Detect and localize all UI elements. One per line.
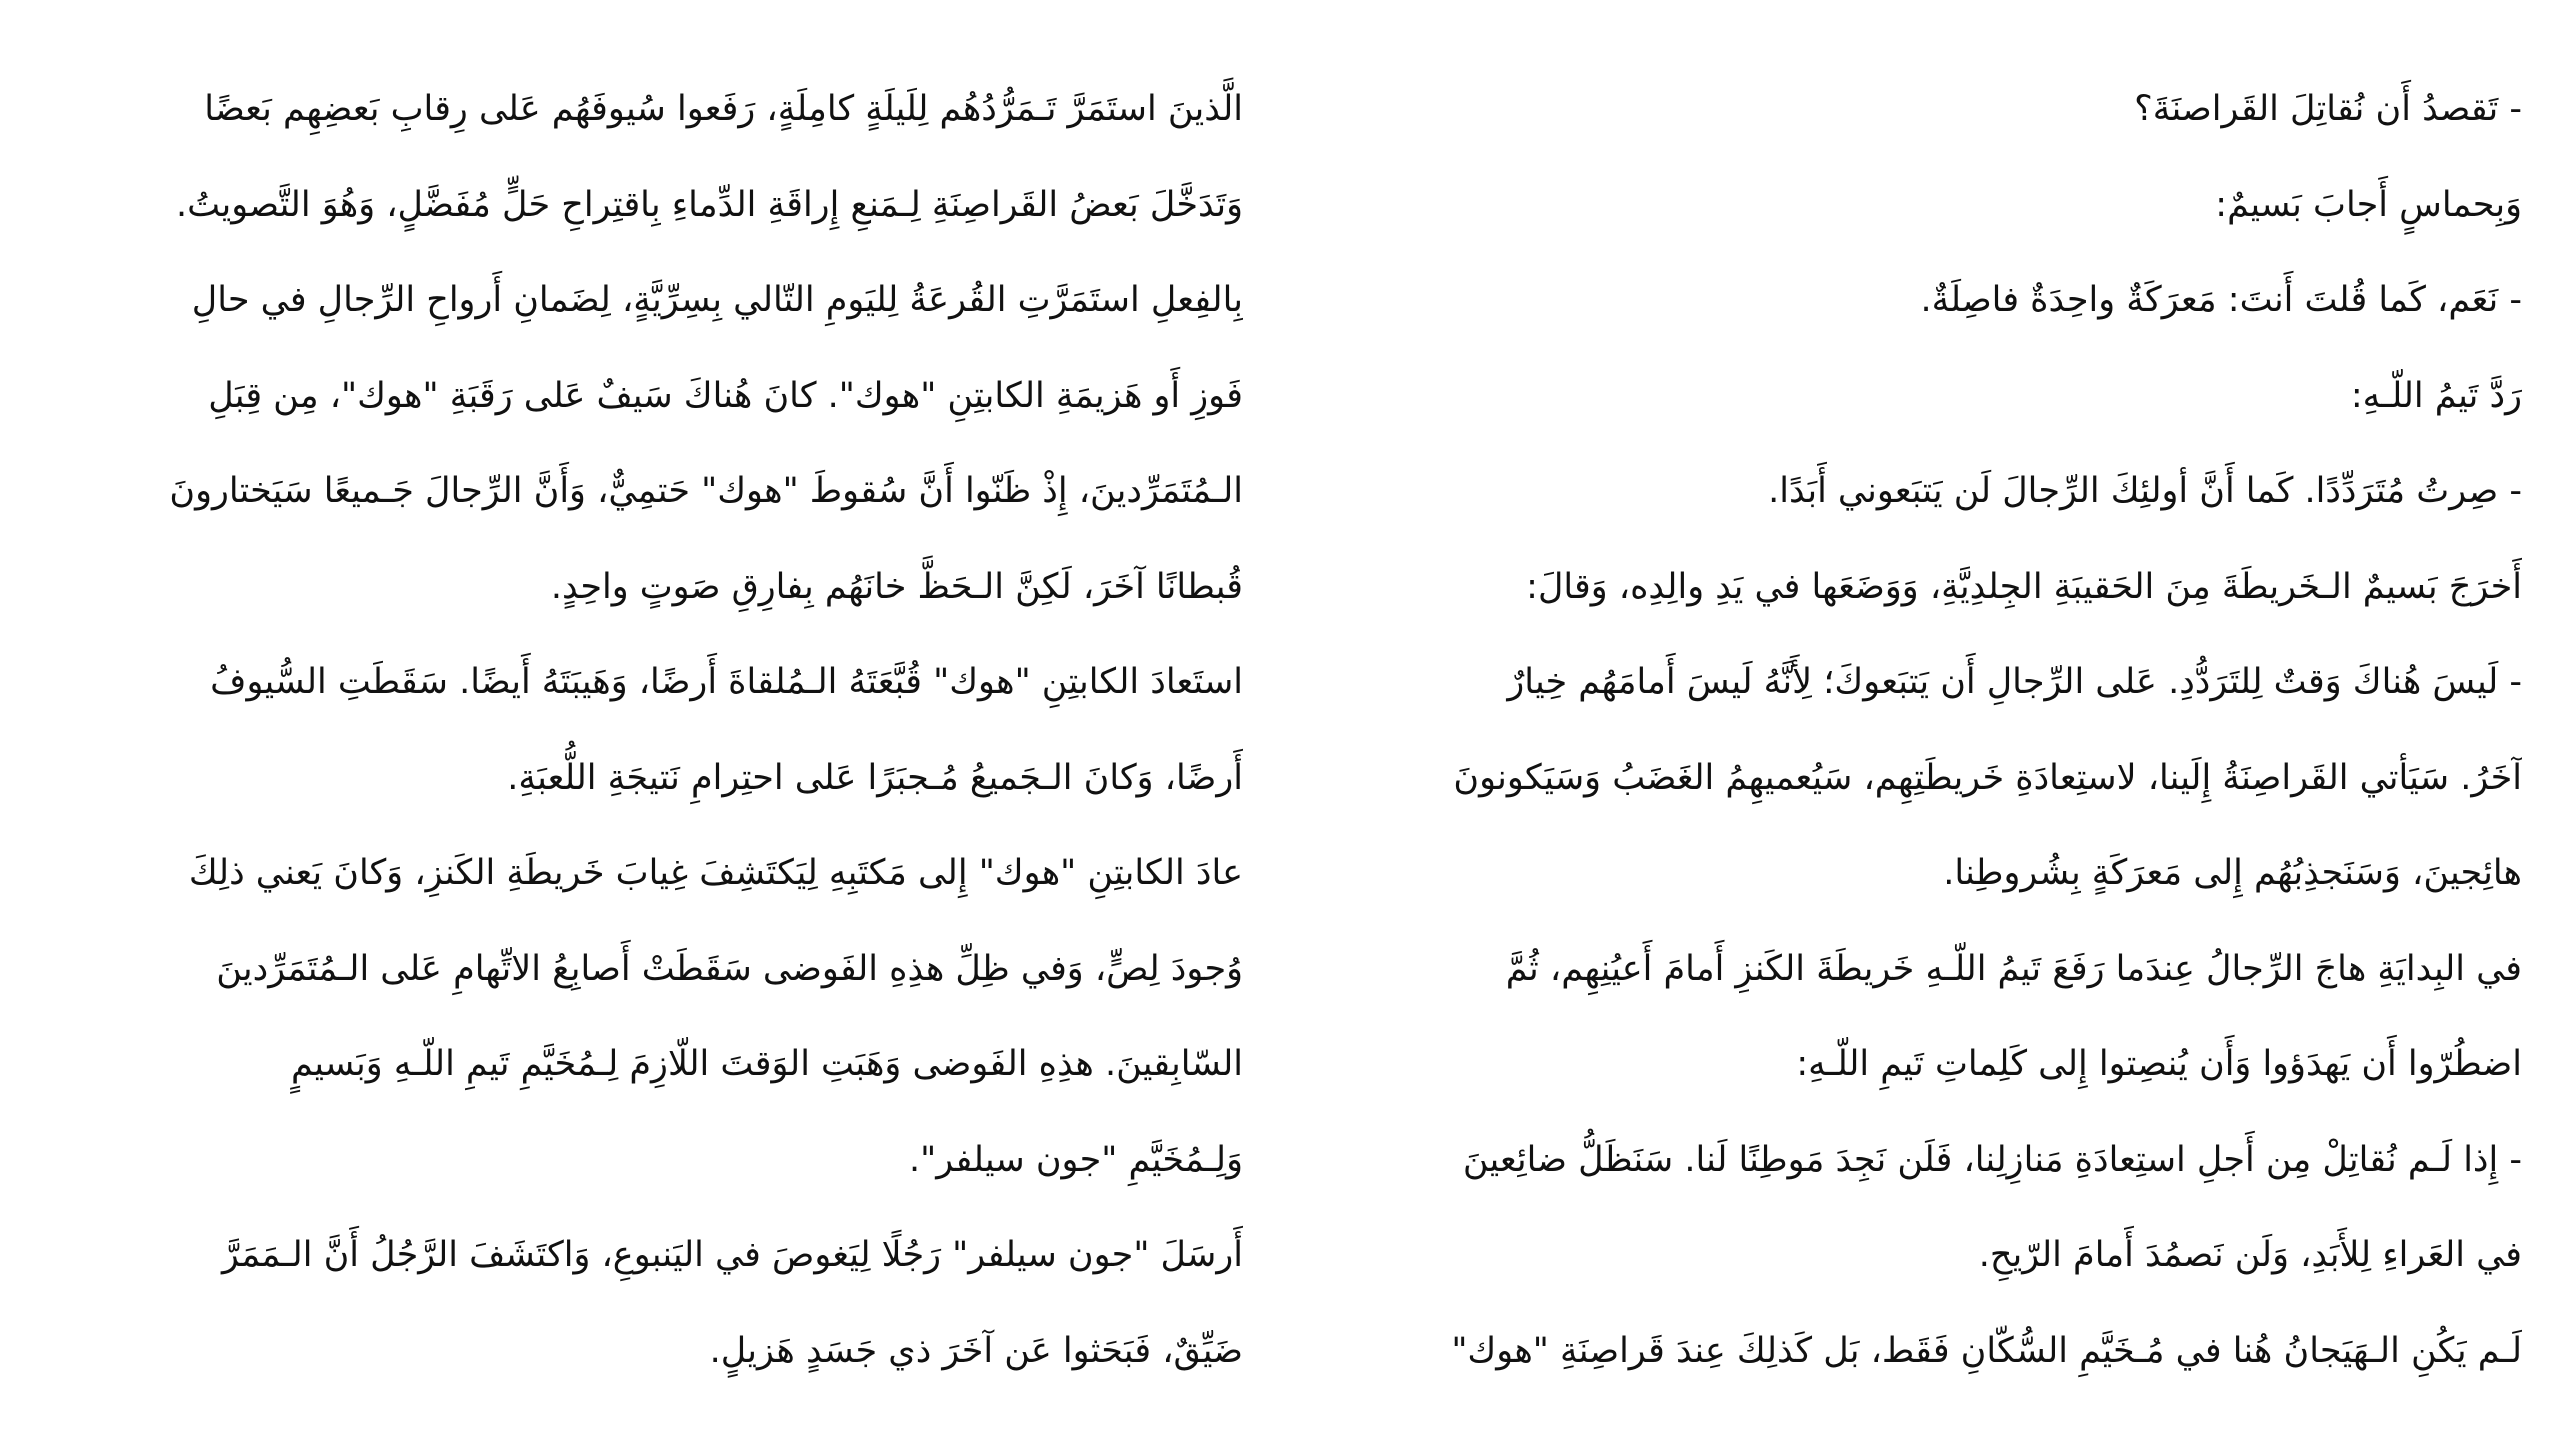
text-line: وَتَدَخَّلَ بَعضُ القَراصِنَةِ لِـمَنعِ إِراقَةِ الدِّماءِ بِاقتِراحِ حَلٍّ مُفَضَّلٍ، وَهُوَ التَّصويتُ.	[175, 184, 1243, 225]
text-line: عادَ الكابتِنِ "هوك" إِلى مَكتَبِهِ لِيَكتَشِفَ غِيابَ خَريطَةِ الكَنزِ، وَكانَ يَعني ذلِكَ	[188, 853, 1243, 893]
text-line: فَوزِ أَو هَزيمَةِ الكابتِنِ "هوك". كانَ هُناكَ سَيفٌ عَلى رَقَبَةِ "هوك"، مِن قِبَلِ	[208, 375, 1243, 416]
text-line: هائِجينَ، وَسَنَجذِبُهُم إِلى مَعرَكَةٍ بِشُروطِنا.	[1943, 853, 2522, 893]
text-line: آخَرُ. سَيَأتي القَراصِنَةُ إِلَينا، لاستِعادَةِ خَريطَتِهِم، سَيُعميهِمُ الغَضَبُ وَسَيَكونونَ	[1453, 757, 2522, 798]
text-line: في البِدايَةِ هاجَ الرِّجالُ عِندَما رَفَعَ تَيمُ اللّـهِ خَريطَةَ الكَنزِ أَمامَ أَعيُنِهِم، ثُمَّ	[1505, 948, 2522, 989]
text-line: - نَعَم، كَما قُلتَ أَنتَ: مَعرَكَةٌ واحِدَةٌ فاصِلَةٌ.	[1920, 280, 2522, 320]
text-line: وَلِـمُخَيَّمِ "جون سيلفر".	[909, 1139, 1243, 1180]
text-line: وَبِحماسٍ أَجابَ بَسيمٌ:	[2215, 184, 2522, 225]
text-line: أَرسَلَ "جون سيلفر" رَجُلًا لِيَغوصَ في اليَنبوعِ، وَاكتَشَفَ الرَّجُلُ أَنَّ الـمَمَرَّ	[222, 1235, 1243, 1275]
text-line: استَعادَ الكابتِنِ "هوك" قُبَّعَتَهُ الـمُلقاةَ أَرضًا، وَهَيبَتَهُ أَيضًا. سَقَطَتِ السُّيوفُ	[210, 662, 1243, 702]
text-line: أَرضًا، وَكانَ الـجَميعُ مُـجبَرًا عَلى احتِرامِ نَتيجَةِ اللُّعبَةِ.	[507, 757, 1243, 798]
text-line: قُبطانًا آخَرَ، لَكِنَّ الـحَظَّ خانَهُم بِفارِقِ صَوتٍ واحِدٍ.	[550, 566, 1243, 607]
text-line: رَدَّ تَيمُ اللّـهِ:	[2350, 375, 2522, 416]
text-line: وُجودَ لِصٍّ، وَفي ظِلِّ هذِهِ الفَوضى سَقَطَتْ أَصابِعُ الاتِّهامِ عَلى الـمُتَمَرِّدينَ	[216, 948, 1243, 989]
text-line: السّابِقينَ. هذِهِ الفَوضى وَهَبَتِ الوَقتَ اللّازِمَ لِـمُخَيَّمِ تَيمِ اللّـهِ وَبَسيمٍ	[290, 1044, 1243, 1084]
text-line: في العَراءِ لِلأَبَدِ، وَلَن نَصمُدَ أَمامَ الرّيحِ.	[1978, 1235, 2522, 1275]
left-page-text	[48, 62, 1243, 1399]
text-line: الَّذينَ استَمَرَّ تَـمَرُّدُهُم لِلَيلَةٍ كامِلَةٍ، رَفَعوا سُيوفَهُم عَلى رِقابِ بَعضِهِم بَعضًا	[204, 89, 1243, 129]
text-line: الـمُتَمَرِّدينَ، إِذْ ظَنّوا أَنَّ سُقوطَ "هوك" حَتمِيٌّ، وَأَنَّ الرِّجالَ جَـميعًا سَيَختارونَ	[169, 471, 1243, 511]
text-line: أَخرَجَ بَسيمٌ الـخَريطَةَ مِنَ الحَقيبَةِ الجِلدِيَّةِ، وَوَضَعَها في يَدِ والِدِه، وَقالَ:	[1526, 566, 2522, 607]
text-line: بِالفِعلِ استَمَرَّتِ القُرعَةُ لِليَومِ التّالي بِسِرِّيَّةٍ، لِضَمانِ أَرواحِ الرِّجالِ في حالِ	[191, 280, 1243, 320]
text-line: لَـم يَكُنِ الـهَيَجانُ هُنا في مُـخَيَّمِ السُّكّانِ فَقَط، بَل كَذلِكَ عِندَ قَراصِنَةِ "هوك"	[1451, 1330, 2522, 1371]
text-line: ضَيِّقٌ، فَبَحَثوا عَن آخَرَ ذي جَسَدٍ هَزيلٍ.	[709, 1330, 1243, 1371]
text-line: - إِذا لَـم نُقاتِلْ مِن أَجلِ استِعادَةِ مَنازِلِنا، فَلَن نَجِدَ مَوطِنًا لَنا. سَنَظَلُّ ضائِعينَ	[1462, 1139, 2522, 1180]
right-page-text	[1327, 62, 2522, 1399]
text-line: اضطُرّوا أَن يَهدَؤوا وَأَن يُنصِتوا إِلى كَلِماتِ تَيمِ اللّـهِ:	[1796, 1044, 2522, 1084]
text-line: - لَيسَ هُناكَ وَقتٌ لِلتَرَدُّدِ. عَلى الرِّجالِ أَن يَتبَعوكَ؛ لِأَنَّهُ لَيسَ أَمامَهُم خِيارٌ	[1507, 662, 2522, 702]
text-line: - صِرتُ مُتَرَدِّدًا. كَما أَنَّ أولئِكَ الرِّجالَ لَن يَتبَعوني أَبَدًا.	[1768, 471, 2522, 511]
text-line: - تَقصدُ أَن نُقاتِلَ القَراصنَةَ؟	[2134, 89, 2522, 129]
